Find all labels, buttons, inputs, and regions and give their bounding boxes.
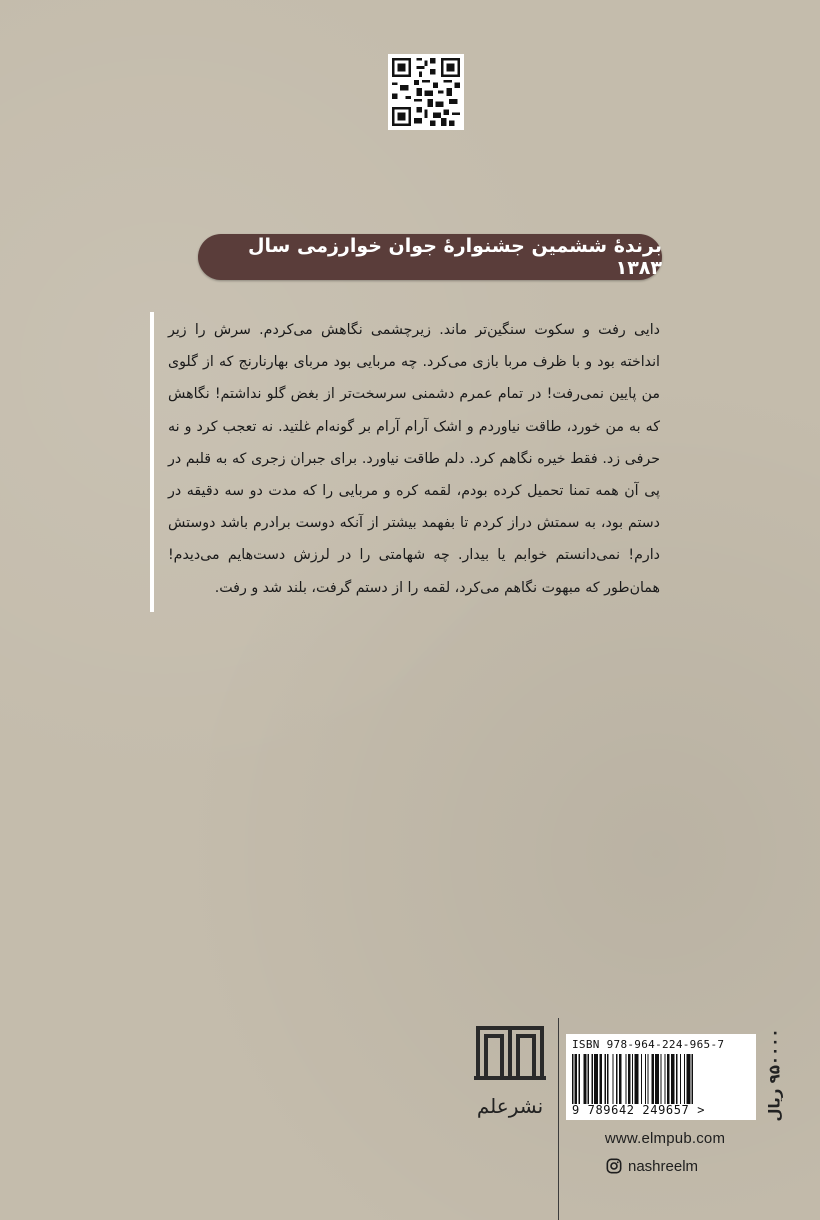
divider-line: [558, 1018, 559, 1220]
isbn-label: ISBN 978-964-224-965-7: [572, 1038, 725, 1051]
instagram-handle: nashreelm: [628, 1157, 699, 1175]
publisher-logo: [470, 1018, 550, 1082]
barcode-bars: [572, 1054, 750, 1104]
award-banner-text: برندهٔ ششمین جشنوارهٔ جوان خوارزمی سال ۱۳۸۳: [248, 235, 662, 279]
isbn-digits: 9 789642 249657 >: [572, 1103, 706, 1117]
instagram-icon: [606, 1158, 622, 1174]
qr-code: [388, 54, 464, 130]
publisher-name: نشرعلم: [476, 1094, 544, 1118]
price: [760, 1020, 790, 1130]
excerpt-block: [150, 312, 660, 612]
website-link[interactable]: www.elmpub.com: [604, 1130, 726, 1147]
barcode: [566, 1034, 756, 1120]
price-text: ۹۵۰۰۰۰ ریال: [766, 1028, 785, 1122]
qr-code-icon: [392, 58, 460, 126]
excerpt-paragraph: دایی رفت و سکوت سنگین‌تر ماند. زیرچشمی نگاهش می‌کردم. سرش را زیر انداخته بود و با ظرف مربا بازی می‌کرد. چه مربایی بود مربای بهارنارنج که از گلوی من پایین نمی‌رفت! در تمام عمرم دشمنی سرسخت‌تر از بغض گلو نداشتم! نگاهش که به من خورد، طاقت نیاوردم و اشک آرام آرام بر گونه‌ام غلتید. نه تعجب کرد و نه حرفی زد. فقط خیره نگاهم کرد. دلم طاقت نیاورد. برای جبران زجری که به قلبم در پی آن همه تمنا تحمیل کرده بودم، لقمه کره و مربایی را که مدت دو سه دقیقه در دستم بود، به سمتش دراز کردم تا بفهمد بیشتر از آنکه دوست برادرم باشد دوستش دارم! نمی‌دانستم خوابم یا بیدار. چه شهامتی را در لرزش دست‌هایم می‌دیدم! همان‌طور که مبهوت نگاهم می‌کرد، لقمه را از دستم گرفت، بلند شد و رفت.: [168, 322, 660, 596]
publisher-logo-icon: [470, 1018, 550, 1082]
instagram-link[interactable]: [606, 1154, 746, 1178]
award-banner: [198, 234, 662, 280]
